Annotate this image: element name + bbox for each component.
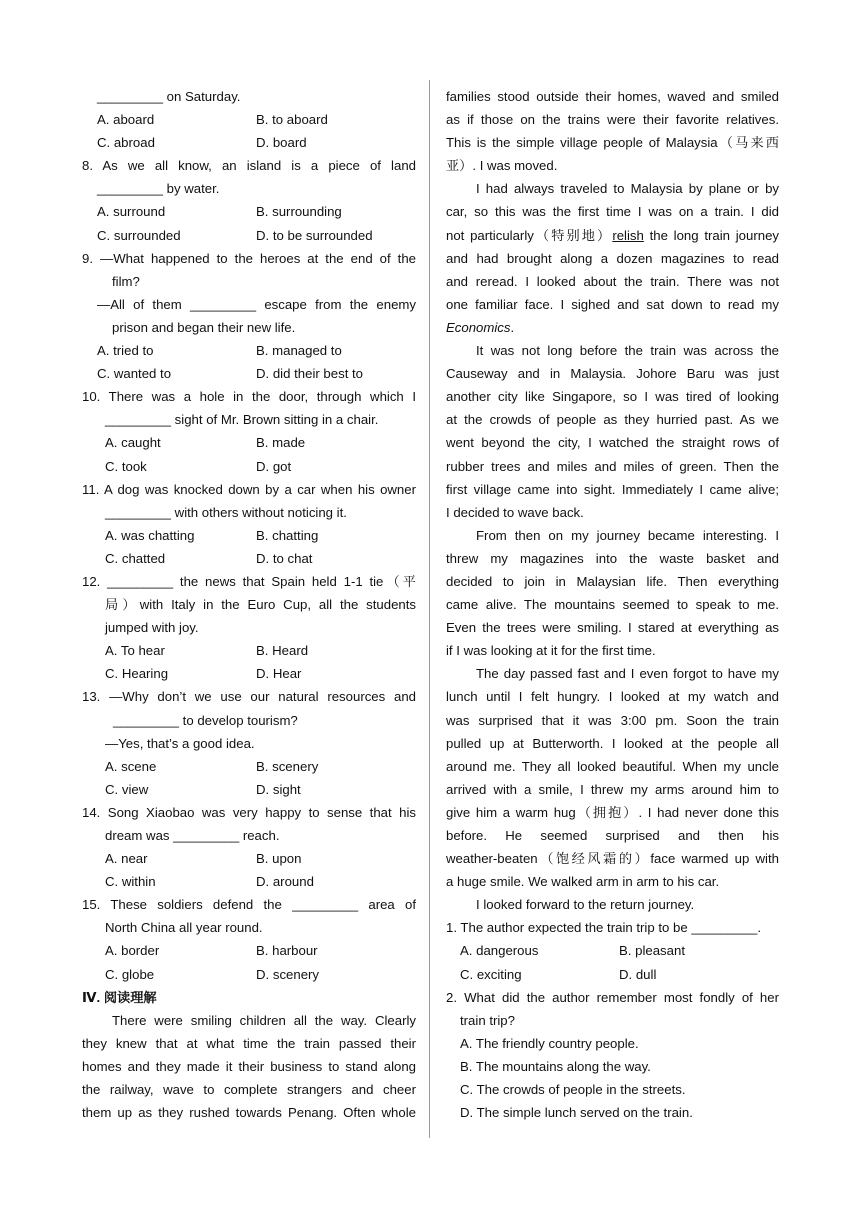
q12-option-c: C. Hearing [105,666,169,682]
q11-stem: 11. A dog was knocked down by a car when his owner [82,481,416,497]
passage-line: the railway, wave to complete strangers and cheer [82,1082,416,1098]
q11-option-b: B. chatting [256,527,319,543]
q9-options-row1 [82,339,416,362]
q15-option-d: D. scenery [256,966,320,982]
q12-stem-cont2: jumped with joy. [105,620,199,636]
q14-stem-cont: dream was _________ reach. [105,828,280,843]
passage-line: There were smiling children all the way. Clearly [112,1012,416,1028]
q14-option-b: B. upon [256,851,302,867]
q9-answer-cont: prison and began their new life. [112,319,296,335]
q15-stem-cont: North China all year round. [105,920,263,936]
q7-option-c: C. abroad [97,135,155,151]
q12-option-a: A. To hear [105,643,165,659]
q14-option-a: A. near [105,851,148,867]
rq2-option-c: C. The crowds of people in the streets. [460,1082,686,1098]
q13-stem-cont: _________ to develop tourism? [113,712,298,728]
q11-option-a: A. was chatting [105,527,195,543]
passage-line: came alive. The mountains seemed to speak to me. [446,597,779,613]
q10-options-row1 [82,431,416,454]
column-divider [429,80,430,1138]
passage-line: This is the simple village people of Malaysia（马来西 [446,135,779,151]
passage-line: and reread. I looked about the train. There was not [446,273,779,289]
q15-option-b: B. harbour [256,943,318,959]
q13-options-row2 [82,778,416,801]
rq1-options-row2 [446,963,779,986]
q9-options-row2 [82,362,416,385]
q13-option-c: C. view [105,781,149,797]
rq1-option-a: A. dangerous [460,943,539,959]
q13-option-b: B. scenery [256,758,319,774]
q10-stem-cont: _________ sight of Mr. Brown sitting in a chair. [105,412,379,428]
passage-line: car, so this was the first time I was on a train. I did [446,204,779,220]
q13-option-a: A. scene [105,758,157,774]
q15-stem: 15. These soldiers defend the _________ area of [82,897,416,913]
rq2-option-a: A. The friendly country people. [460,1035,639,1051]
passage-line: a huge smile. We walked arm in arm to his car. [446,874,720,890]
q12-stem: 12. _________ the news that Spain held 1-1 tie（平 [82,573,416,589]
passage-line: weather-beaten（饱经风霜的）face warmed up with [446,851,779,867]
passage-line: before. He seemed surprised and then his [446,828,779,843]
q10-option-d: D. got [256,458,292,474]
passage-line: they knew that at what time the train passed their [82,1035,416,1051]
passage-line: decided to join in Malaysian life. Then everything [446,573,779,589]
q8-stem: 8. As we all know, an island is a piece of land [82,158,416,174]
passage-line: went beyond the city, I watched the straight rows of [446,435,779,451]
passage-line: I looked forward to the return journey. [476,897,695,913]
q7-options-row1 [82,108,416,131]
section-heading: Ⅳ. 阅读理解 [82,989,157,1005]
passage-line: was surprised that it was 3:00 pm. Soon the train [446,712,779,728]
q10-option-a: A. caught [105,435,161,451]
q15-options-row2 [82,963,416,986]
passage-line: as if those on the trains were their favorite relatives. [446,112,779,128]
q8-option-a: A. surround [97,204,166,220]
left-column [82,85,416,1124]
q15-option-a: A. border [105,943,160,959]
q14-options-row1 [82,847,416,870]
passage-line: threw my magazines into the waste basket and [446,550,779,566]
passage-line: around me. They all looked beautiful. When my uncle [446,758,779,774]
q11-option-d: D. to chat [256,550,313,566]
rq2-stem-cont: train trip? [460,1012,515,1028]
q8-option-c: C. surrounded [97,227,181,243]
q7-option-a: A. aboard [97,112,155,128]
q9-stem: 9. —What happened to the heroes at the end of the [82,250,416,266]
passage-line: one familiar face. I sighed and sat down to read my [446,296,779,312]
q7-option-d: D. board [256,135,307,151]
q9-stem-cont: film? [112,273,140,289]
passage-text: the long train journey [643,227,779,243]
passage-line: Causeway and in Malaysia. Johore Baru was just [446,366,779,382]
q13-options-row1 [82,755,416,778]
passage-line: rubber trees and miles and miles of green. Then the [446,458,779,474]
q7-option-b: B. to aboard [256,112,328,128]
rq2-option-d: D. The simple lunch served on the train. [460,1105,693,1121]
q12-option-b: B. Heard [256,643,309,659]
q9-answer-line: —All of them _________ escape from the enemy [97,296,416,312]
q13-stem: 13. —Why don’t we use our natural resources and [82,689,416,705]
q15-options-row1 [82,939,416,962]
passage-line-relish [446,224,779,247]
passage-line: families stood outside their homes, waved and smiled [446,89,779,104]
q9-option-a: A. tried to [97,343,154,359]
italic-title: Economics [446,319,511,335]
passage-line: From then on my journey became interesting. I [476,527,779,543]
passage-line: pulled up at Butterworth. I looked at the people all [446,735,779,751]
q9-option-d: D. did their best to [256,366,364,382]
passage-line: give him a warm hug（拥抱）. I had never done this [446,804,779,820]
rq1-option-d: D. dull [619,966,657,982]
rq1-stem: 1. The author expected the train trip to be _________. [446,920,762,936]
q13-answer-line: —Yes, that’s a good idea. [105,735,255,751]
q7-stem-tail: _________ on Saturday. [97,89,241,104]
rq2-option-b: B. The mountains along the way. [460,1058,651,1074]
passage-line: and had brought along a dozen magazines to read [446,250,779,266]
rq2-stem: 2. What did the author remember most fondly of her [446,989,779,1005]
q8-option-b: B. surrounding [256,204,342,220]
q12-option-d: D. Hear [256,666,302,682]
rq1-option-c: C. exciting [460,966,522,982]
passage-line: 亚）. I was moved. [446,158,558,174]
q14-stem: 14. Song Xiaobao was very happy to sense that his [82,804,416,820]
q11-option-c: C. chatted [105,550,166,566]
q12-options-row2 [82,662,416,685]
passage-line: if I was looking at it for the first time. [446,643,656,659]
passage-line: homes and they made it their business to stand along [82,1058,416,1074]
passage-line: at the crowds of people as they hurried past. As we [446,412,779,428]
passage-text: not particularly（特别地） [446,227,613,243]
passage-line: It was not long before the train was across the [476,343,779,359]
q13-option-d: D. sight [256,781,301,797]
q15-option-c: C. globe [105,966,155,982]
q9-option-b: B. managed to [256,343,342,359]
q10-option-c: C. took [105,458,147,474]
q11-stem-cont: _________ with others without noticing it. [105,504,347,520]
passage-line: first village came into sight. Immediately I came alive; [446,481,779,497]
passage-line-economics [446,316,779,339]
q10-options-row2 [82,455,416,478]
q8-option-d: D. to be surrounded [256,227,373,243]
q11-options-row2 [82,547,416,570]
right-column [446,85,779,1124]
q8-stem-cont: _________ by water. [97,181,220,197]
passage-line: them up as they rushed towards Penang. Often whole [82,1105,416,1121]
q12-options-row1 [82,639,416,662]
passage-line: arrived with a smile, I threw my arms around him to [446,781,779,797]
q14-option-d: D. around [256,874,314,890]
rq1-options-row1 [446,939,779,962]
passage-text: . [510,319,515,335]
passage-line: I decided to wave back. [446,504,584,520]
q10-option-b: B. made [256,435,306,451]
q8-options-row2 [82,224,416,247]
q11-options-row1 [82,524,416,547]
q9-option-c: C. wanted to [97,366,172,382]
rq1-option-b: B. pleasant [619,943,685,959]
passage-line: another city like Singapore, so I was tired of looking [446,389,779,405]
q14-option-c: C. within [105,874,156,890]
passage-line: The day passed fast and I even forgot to have my [476,666,779,682]
passage-line: I had always traveled to Malaysia by plane or by [476,181,779,197]
q7-options-row2 [82,131,416,154]
q14-options-row2 [82,870,416,893]
passage-line: lunch until I felt hungry. I looked at my watch and [446,689,779,705]
q10-stem: 10. There was a hole in the door, through which I [82,389,416,405]
passage-line: Even the trees were smiling. I stared at everything as [446,620,779,636]
q12-stem-cont: 局）with Italy in the Euro Cup, all the students [105,597,416,613]
q8-options-row1 [82,200,416,223]
underlined-word: relish [612,227,644,243]
